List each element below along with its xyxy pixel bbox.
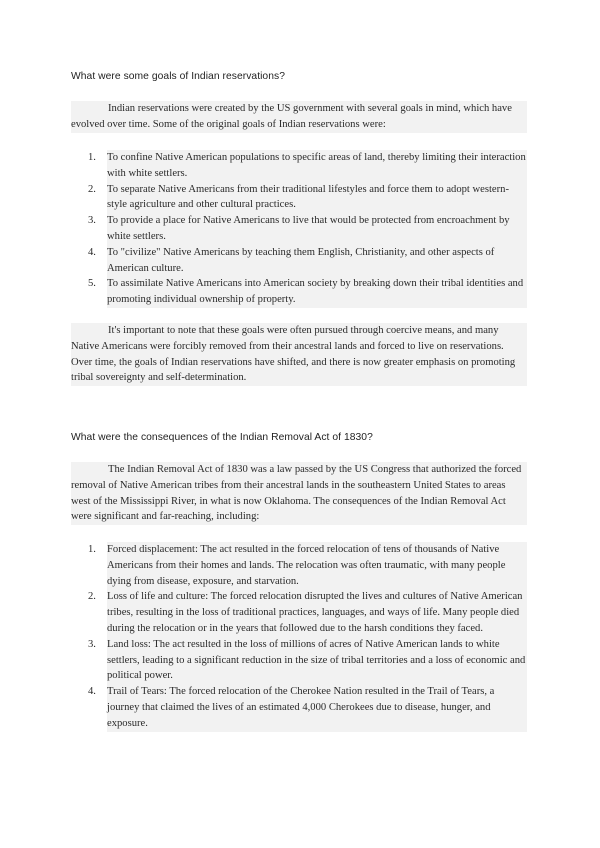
- list-item: [71, 213, 527, 245]
- list-item-text: Forced displacement: The act resulted in the forced relocation of tens of thousands of Native Americans from their homes and lands. The relocation was often traumatic, with many people dying from disease, exposure, and starvation.: [107, 542, 527, 589]
- list-item-text: To confine Native American populations to specific areas of land, thereby limiting their interaction with white settlers.: [107, 150, 527, 182]
- list-item: [71, 542, 527, 589]
- list-number: 4.: [88, 686, 96, 698]
- question-heading-reservations: What were some goals of Indian reservations?: [71, 71, 285, 82]
- list-item: [71, 637, 527, 684]
- list-number: 1.: [88, 544, 96, 555]
- intro-text: The Indian Removal Act of 1830 was a law passed by the US Congress that authorized the forced removal of Native American tribes from their ancestral lands in the southeastern United States to areas west of the Mississippi River, in what is now Oklahoma. The consequences of the Indian Removal Act were significant and far-reaching, including:: [71, 464, 522, 523]
- question-heading-removal-act: What were the consequences of the Indian Removal Act of 1830?: [71, 432, 373, 443]
- intro-paragraph-removal-act: [71, 462, 527, 525]
- list-item: [71, 150, 527, 182]
- list-item-text: To assimilate Native Americans into American society by breaking down their tribal identities and promoting individual ownership of property.: [107, 276, 527, 308]
- list-item-text: To provide a place for Native Americans to live that would be protected from encroachment by white settlers.: [107, 213, 527, 245]
- list-number: 2.: [88, 591, 96, 603]
- list-item-text: Loss of life and culture: The forced relocation disrupted the lives and cultures of Native American tribes, resulting in the loss of traditional practices, languages, and ways of life. Many people died during the relocation or in the years that followed due to the harsh conditions they faced.: [107, 589, 527, 636]
- list-item-text: To "civilize" Native Americans by teaching them English, Christianity, and other aspects of American culture.: [107, 245, 527, 277]
- list-item: [71, 276, 527, 308]
- intro-text: Indian reservations were created by the US government with several goals in mind, which have evolved over time. Some of the original goals of Indian reservations were:: [71, 103, 512, 130]
- list-item: [71, 684, 527, 731]
- list-number: 1.: [88, 152, 96, 163]
- list-number: 5.: [88, 278, 96, 290]
- list-item-text: To separate Native Americans from their traditional lifestyles and force them to adopt western-style agriculture and other cultural practices.: [107, 182, 527, 214]
- goals-list: [71, 150, 527, 308]
- list-number: 4.: [88, 246, 96, 258]
- list-item: [71, 182, 527, 214]
- consequences-list: [71, 542, 527, 732]
- list-number: 2.: [88, 183, 96, 195]
- list-item-text: Land loss: The act resulted in the loss of millions of acres of Native American lands to white settlers, leading to a significant reduction in the size of tribal territories and a loss of economic and political power.: [107, 637, 527, 684]
- closing-paragraph-reservations: [71, 323, 527, 386]
- list-number: 3.: [88, 638, 96, 650]
- list-item-text: Trail of Tears: The forced relocation of the Cherokee Nation resulted in the Trail of Tears, a journey that claimed the lives of an estimated 4,000 Cherokees due to disease, hunger, and exposure.: [107, 684, 527, 731]
- list-number: 3.: [88, 215, 96, 227]
- intro-paragraph-reservations: [71, 101, 527, 133]
- list-item: [71, 245, 527, 277]
- closing-text: It's important to note that these goals were often pursued through coercive means, and many Native Americans were forcibly removed from their ancestral lands and forced to live on reservations. Over time, the goals of Indian reservations have shifted, and there is now greater emphasis on promoting tribal sovereignty and self-determination.: [71, 325, 516, 384]
- list-item: [71, 589, 527, 636]
